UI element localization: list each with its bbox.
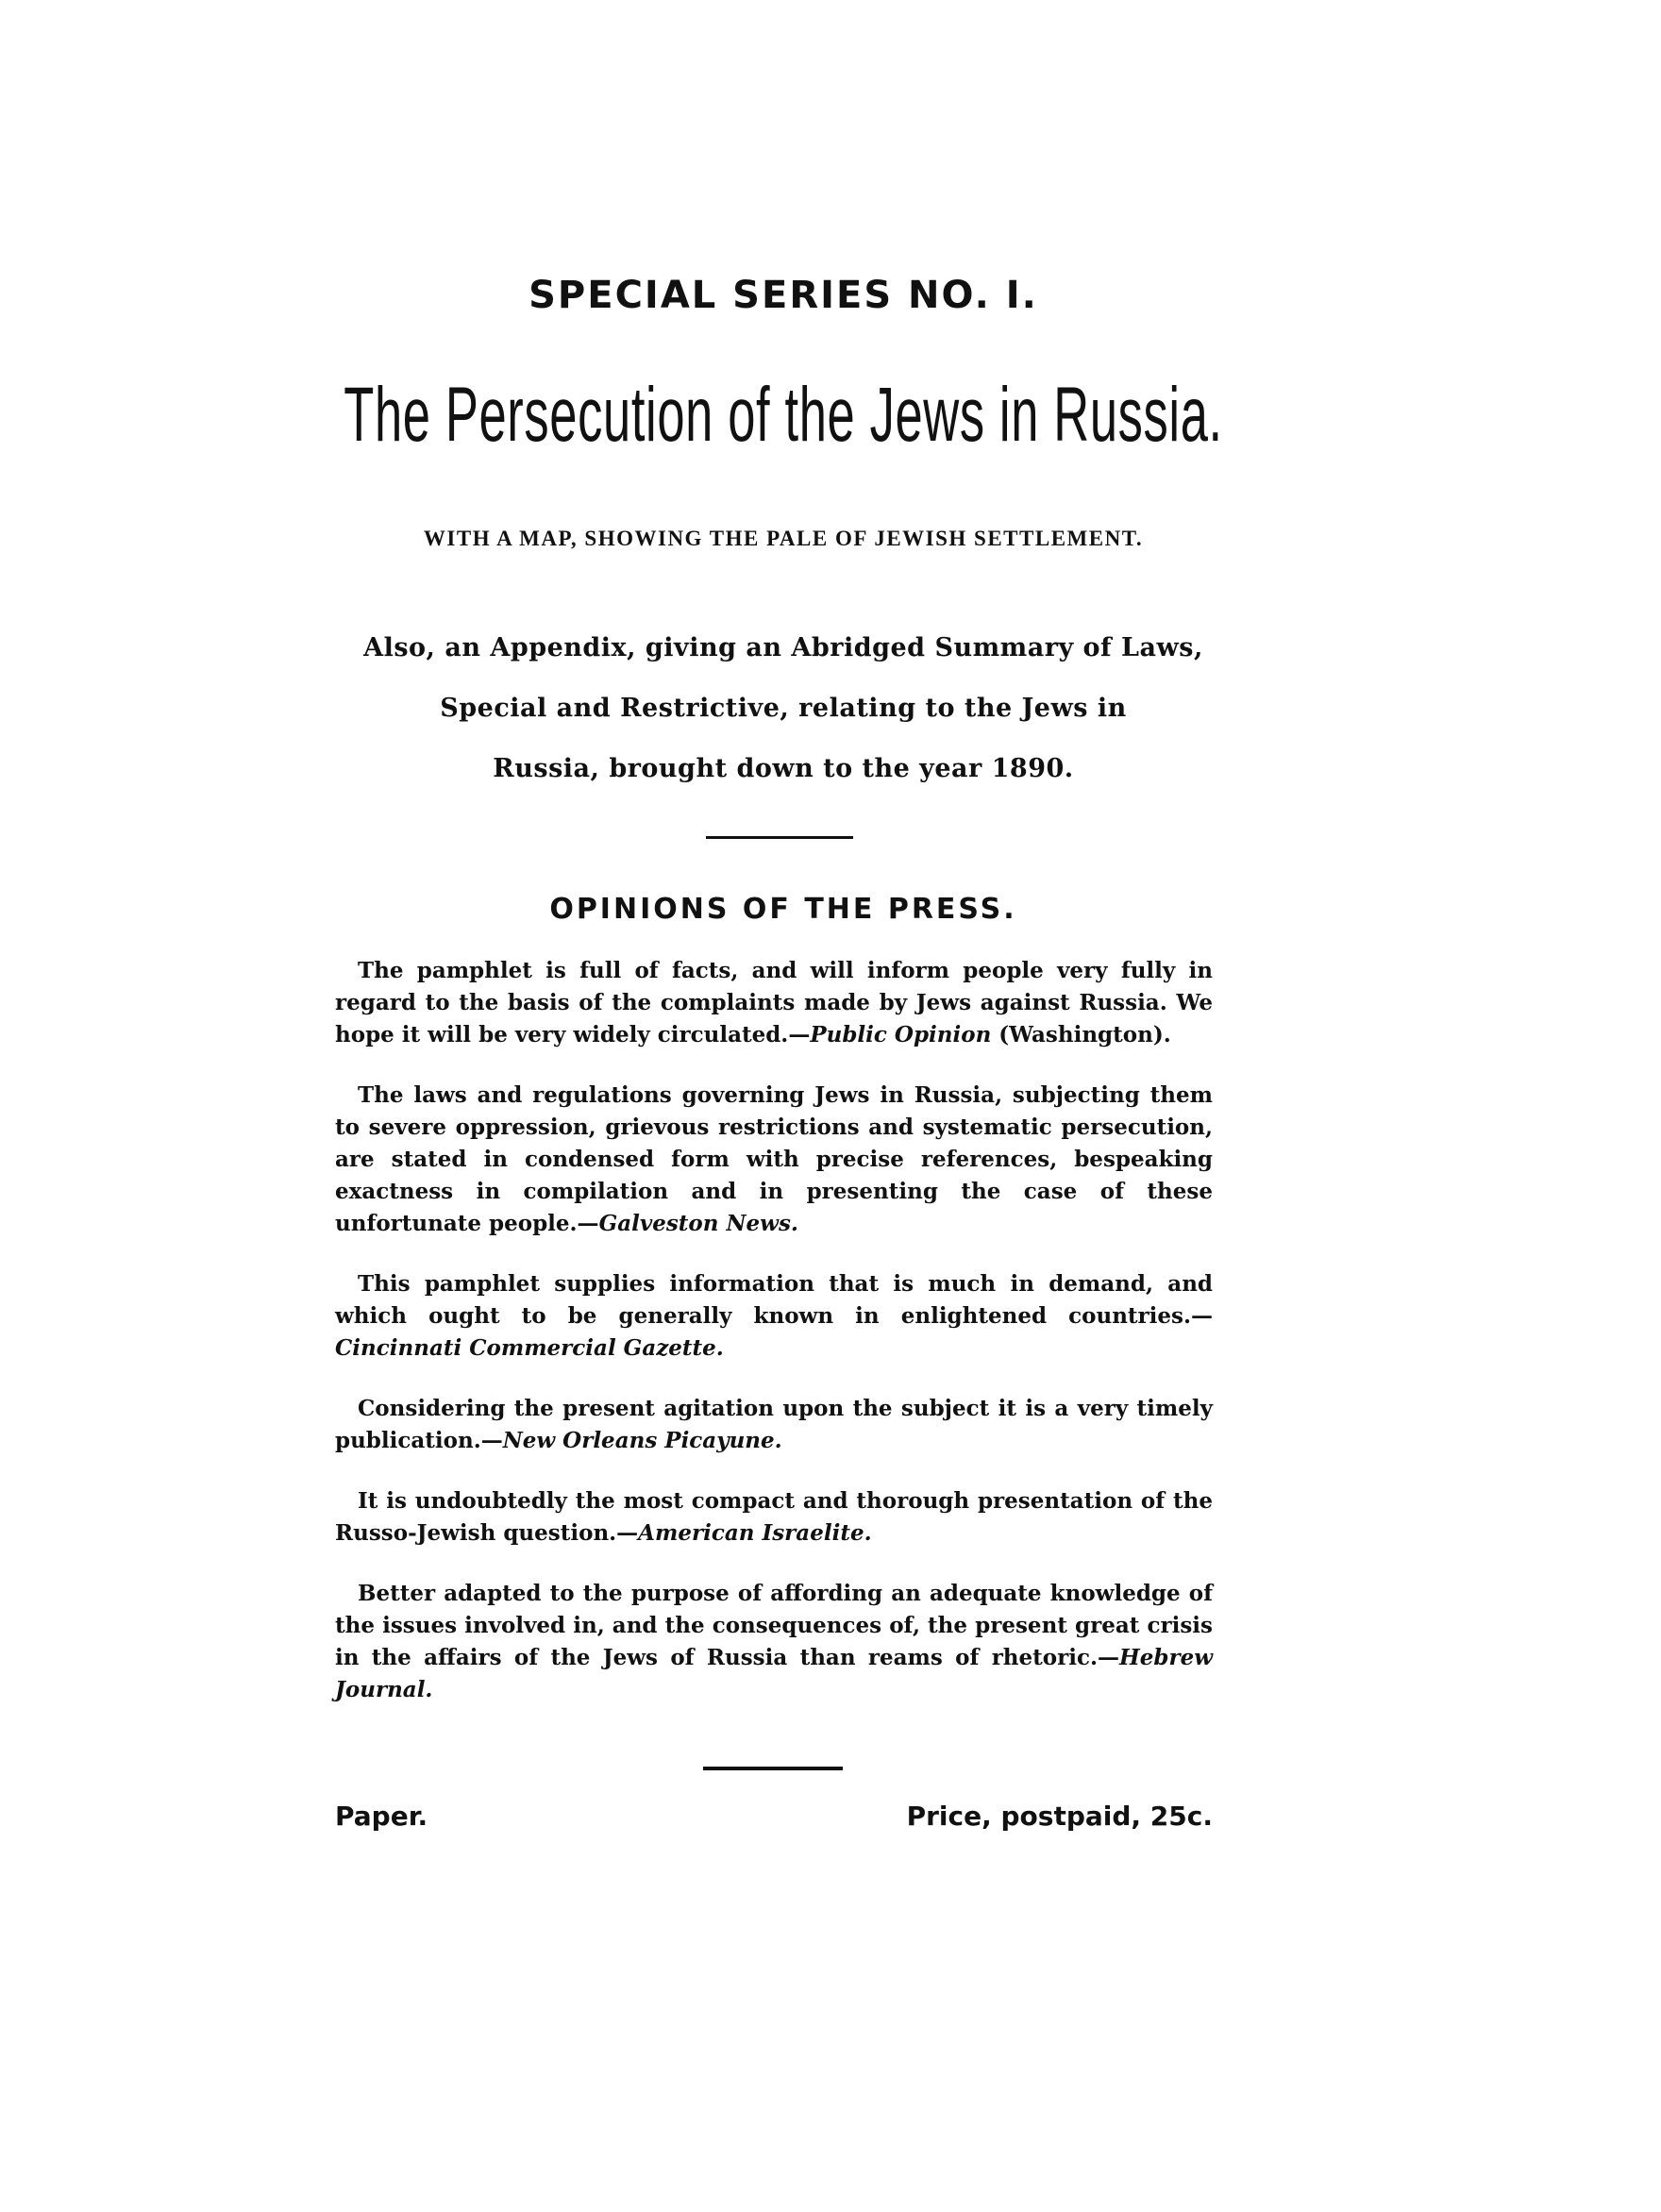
appendix-line-3: Russia, brought down to the year 1890. [493,754,1074,783]
series-label: SPECIAL SERIES NO. I. [528,274,1038,317]
quote-text: Better adapted to the purpose of affording an adequate knowledge of the issues involved in, and the consequences of, the present great crisis in the affairs of the Jews of Russia than reams of rhetoric.— [335,1581,1213,1670]
quote-source: Hebrew Journal. [335,1645,1213,1702]
press-quote [335,955,1213,1051]
press-quote [335,1268,1213,1365]
opinions-heading: OPINIONS OF THE PRESS. [549,893,1017,926]
quote-suffix: (Washington). [991,1022,1171,1047]
quote-source: American Israelite. [638,1520,872,1546]
format-label: Paper. [335,1801,428,1832]
press-quote [335,1578,1213,1706]
quote-source: New Orleans Picayune. [502,1428,782,1453]
document-title: The Persecution of the Jews in Russia. [344,372,1223,458]
quote-source: Public Opinion [810,1022,992,1047]
price-label: Price, postpaid, 25c. [906,1801,1213,1832]
press-quote [335,1485,1213,1550]
quote-text: The pamphlet is full of facts, and will inform people very fully in regard to the basis of the complaints made by Jews against Russia. We hope it will be very widely circulated.— [335,958,1213,1047]
quote-source: Cincinnati Commercial Gazette. [335,1335,724,1361]
quote-text: Considering the present agitation upon the subject it is a very timely publication.— [335,1396,1213,1453]
press-quote [335,1393,1213,1457]
quote-source: Galveston News. [598,1211,798,1236]
press-quote [335,1080,1213,1240]
press-quotes [335,955,1213,1734]
quote-text: This pamphlet supplies information that is much in demand, and which ought to be generally known in enlightened countries.— [335,1271,1213,1329]
divider-top [706,836,853,839]
divider-bottom [703,1767,843,1770]
quote-text: The laws and regulations governing Jews in Russia, subjecting them to severe oppression, grievous restrictions and systematic persecution, are stated in condensed form with precise references, bespeaking exactness in compilation and in presenting the case of these unfortunate people.— [335,1082,1213,1236]
quote-text: It is undoubtedly the most compact and thorough presentation of the Russo-Jewish question.— [335,1488,1213,1546]
appendix-line-1: Also, an Appendix, giving an Abridged Summary of Laws, [363,633,1203,662]
appendix-description [0,618,1567,799]
appendix-line-2: Special and Restrictive, relating to the Jews in [440,694,1127,723]
subtitle: WITH A MAP, SHOWING THE PALE OF JEWISH SETTLEMENT. [423,527,1144,550]
